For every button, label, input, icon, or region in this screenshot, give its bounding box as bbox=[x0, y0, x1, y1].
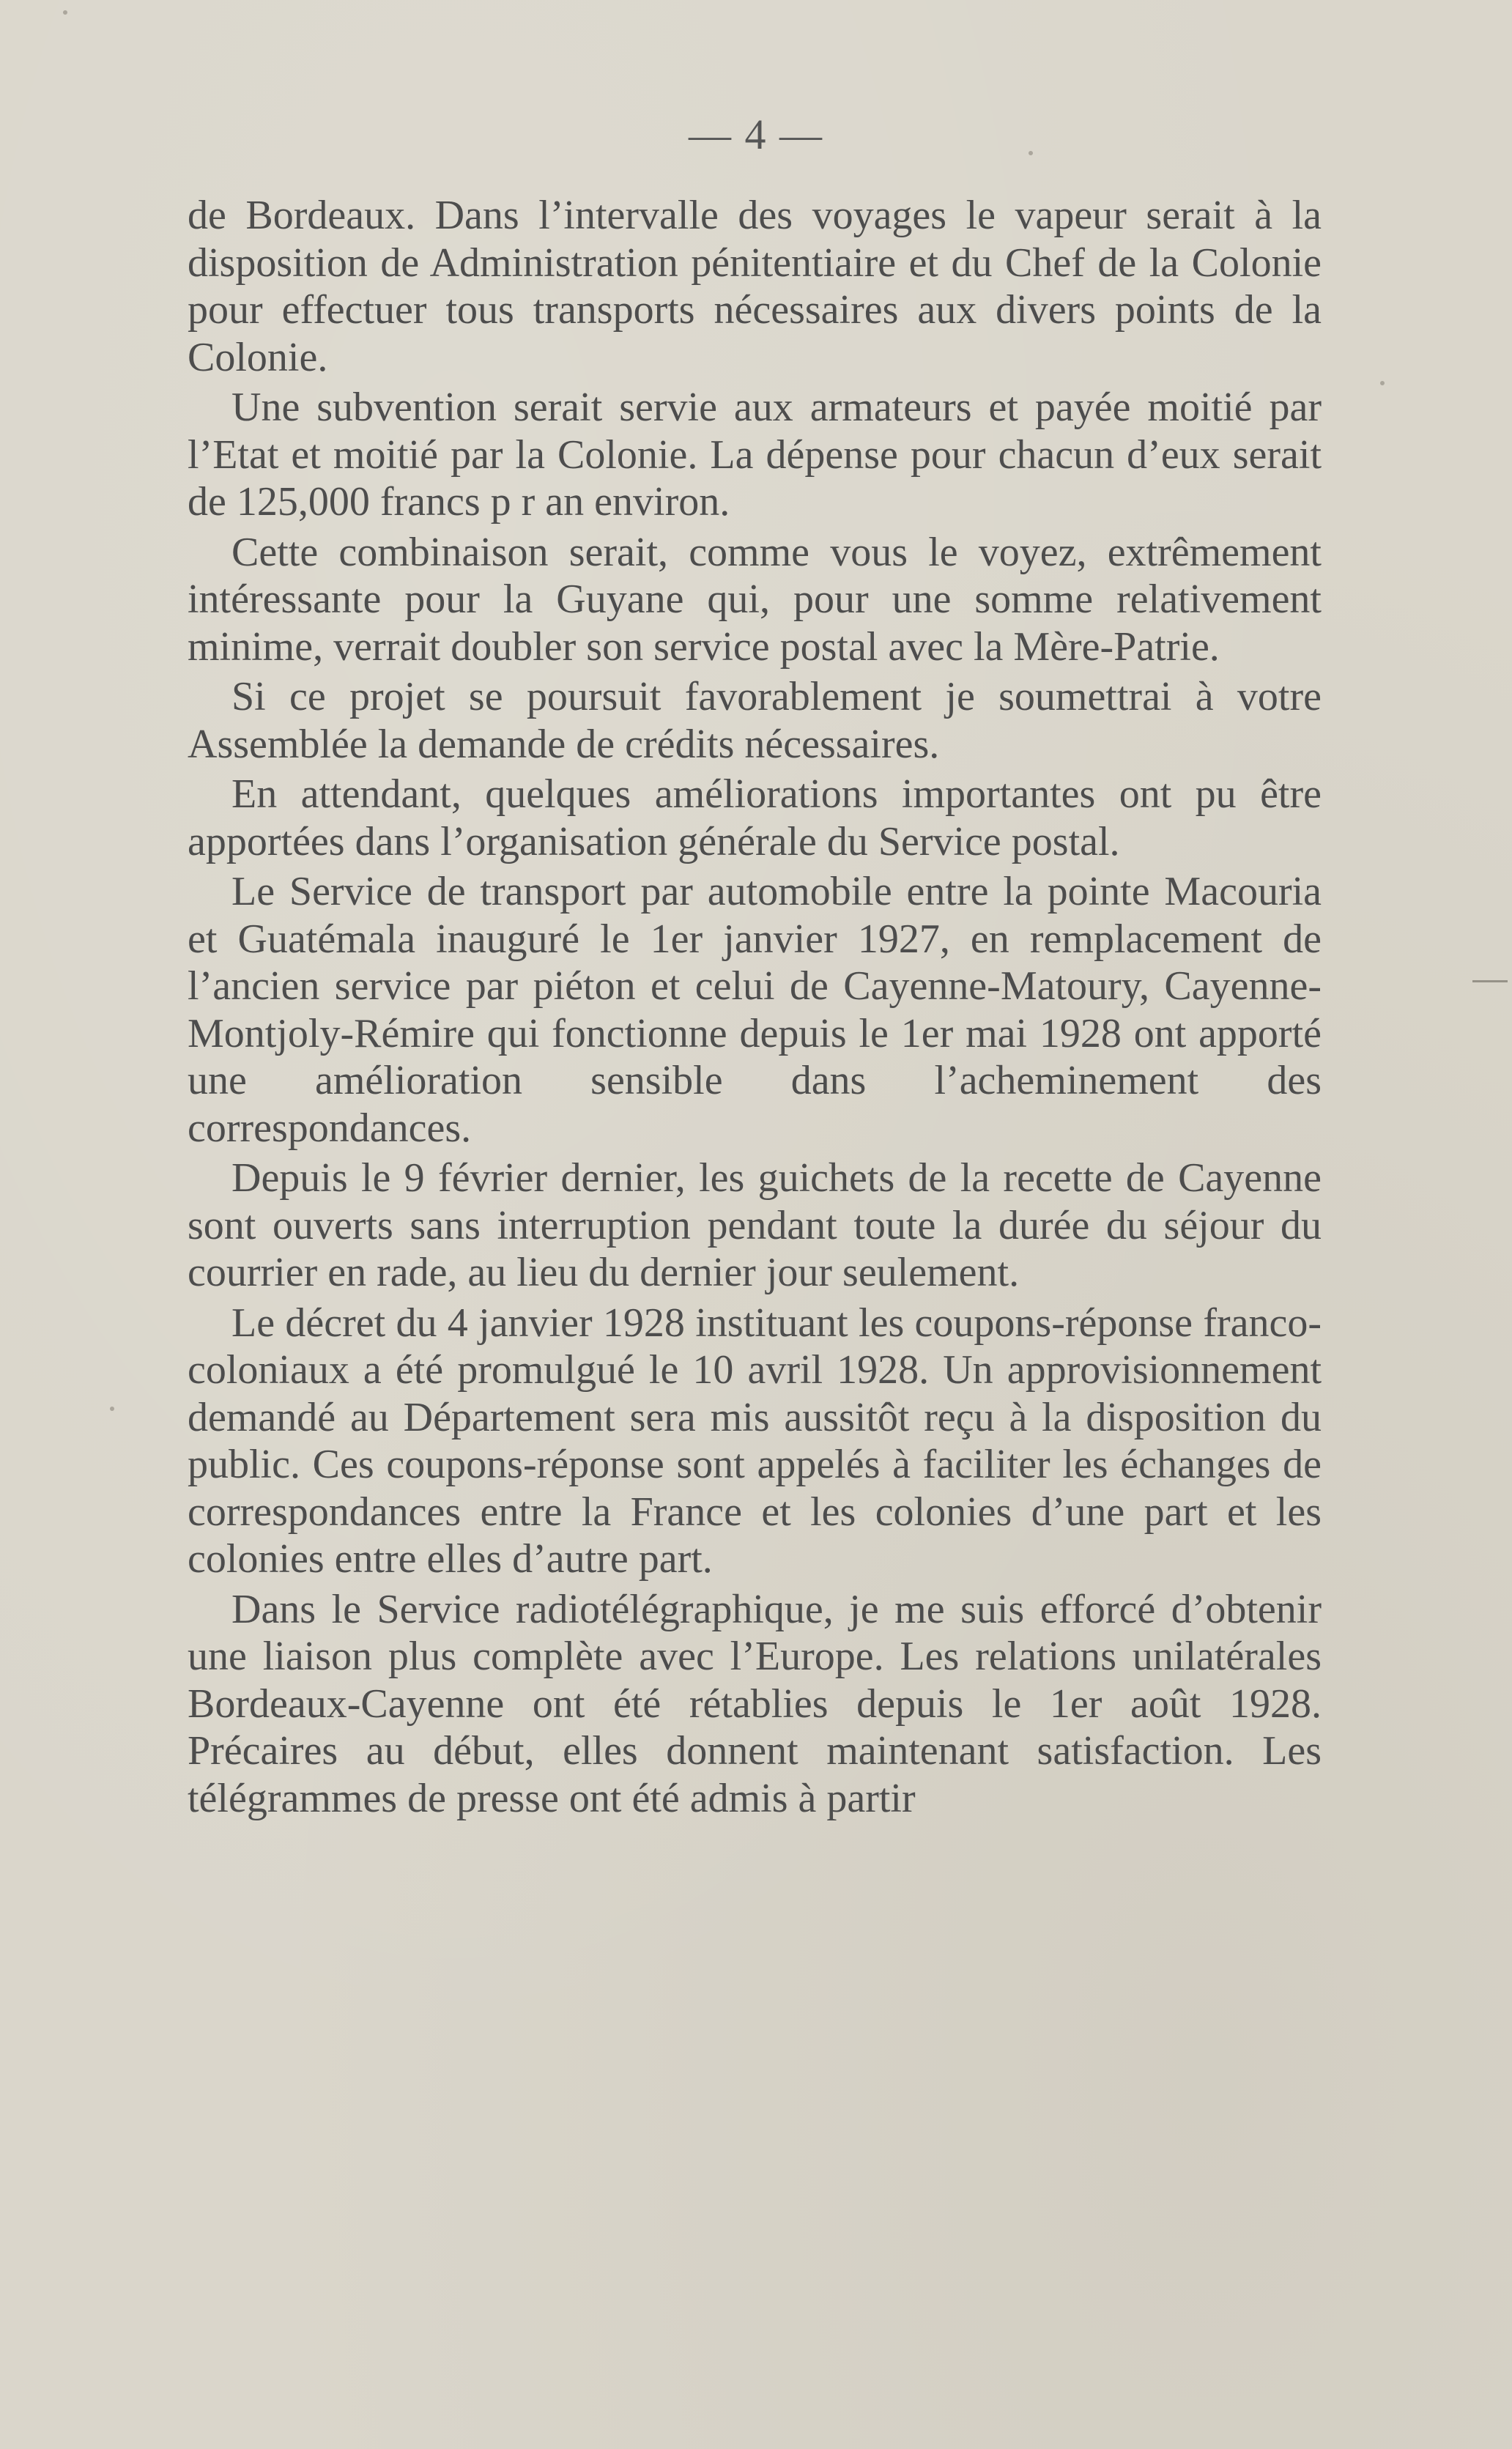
paragraph: Si ce projet se poursuit favorablement je soumettrai à votre Assemblée la demande de crédits nécessaires. bbox=[188, 674, 1322, 767]
paragraph: En attendant, quelques améliorations importantes ont pu être apportées dans l’organisation générale du Service postal. bbox=[188, 771, 1322, 864]
margin-mark bbox=[1472, 980, 1508, 982]
paper-speck bbox=[63, 10, 67, 15]
paragraph: Le décret du 4 janvier 1928 instituant les coupons-réponse franco-coloniaux a été promulgué le 10 avril 1928. Un approvisionnement demandé au Département sera mis aussitôt reçu à la disposition du public. Ces coupons-réponse sont appelés à faciliter les échanges de correspondances entre la France et les colonies d’une part et les colonies entre elles d’autre part. bbox=[188, 1300, 1322, 1582]
page-number: — 4 — bbox=[689, 111, 823, 158]
paper-speck bbox=[1380, 381, 1385, 385]
paragraph: Cette combinaison serait, comme vous le voyez, extrêmement intéressante pour la Guyane qui, pour une somme relativement minime, verrait doubler son service postal avec la Mère-Patrie. bbox=[188, 529, 1322, 670]
paragraph: de Bordeaux. Dans l’intervalle des voyages le vapeur serait à la disposition de Administration pénitentiaire et du Chef de la Colonie pour effectuer tous transports nécessaires aux divers points de la Colonie. bbox=[188, 193, 1322, 380]
paragraph: Une subvention serait servie aux armateurs et payée moitié par l’Etat et moitié par la Colonie. La dépense pour chacun d’eux serait de 125,000 francs p r an environ. bbox=[188, 385, 1322, 525]
body-text bbox=[188, 192, 1322, 1822]
paragraph: Dans le Service radiotélégraphique, je me suis efforcé d’obtenir une liaison plus complète avec l’Europe. Les relations unilatérales Bordeaux-Cayenne ont été rétablies depuis le 1er août 1928. Précaires au début, elles donnent maintenant satisfaction. Les télégrammes de presse ont été admis à partir bbox=[188, 1586, 1322, 1821]
paragraph: Depuis le 9 février dernier, les guichets de la recette de Cayenne sont ouverts sans interruption pendant toute la durée du séjour du courrier en rade, au lieu du dernier jour seulement. bbox=[188, 1155, 1322, 1295]
paragraph: Le Service de transport par automobile entre la pointe Macouria et Guatémala inauguré le 1er janvier 1927, en remplacement de l’ancien service par piéton et celui de Cayenne-Matoury, Cayenne-Montjoly-Rémire qui fonctionne depuis le 1er mai 1928 ont apporté une amélioration sensible dans l’acheminement des correspondances. bbox=[188, 869, 1322, 1151]
paper-speck bbox=[110, 1407, 114, 1411]
